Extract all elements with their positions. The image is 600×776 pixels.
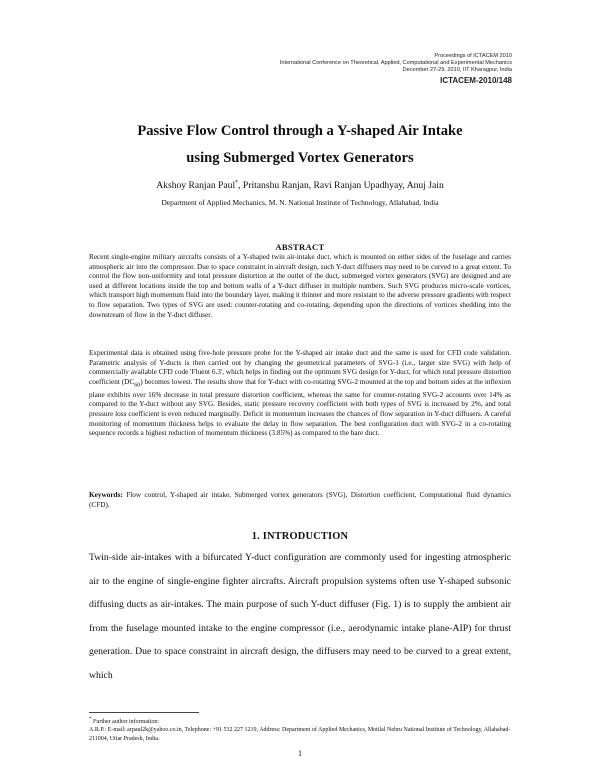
footnote-mark: * [89, 717, 92, 722]
author-list [0, 180, 600, 191]
abstract-paragraph-2-part-b: ) becomes lowest. The results show that for Y-duct with co-rotating SVG-2 mounted at the top and bottom sides at the inflexion plane exhibits over 16% decrease in total pressure distortion coefficient, whereas the same for counter-rotating SVG-2 accounts over 14% as compared to the Y-duct without any SVG. Besides, static pressure recovery coefficient with both types of SVG is increased by 2%, and total pressure loss coefficient is even reduced marginally. Deficit in momentum increases the chances of flow separation in Y-duct diffusers. A careful monitoring of momentum thickness helps to evaluate the delay in flow separation. The best configuration duct with SVG-2 in a co-rotating sequence records a highest reduction of momentum thickness (3.85%) as compared to the bare duct. [89, 377, 511, 438]
other-authors: , Pritanshu Ranjan, Ravi Ranjan Upadhyay, Anuj Jain [238, 180, 444, 192]
footnote-contact: A.R.P.: E-mail: arpaul2k@yahoo.co.in, Telephone: +91 532 227 1219, Address: Department of Applied Mechanics, Motilal Nehru National Institute of Technology, Allahabad-211004, Uttar Pradesh, India. [89, 727, 511, 742]
proceedings-header [280, 53, 512, 86]
abstract-paragraph-2-part-a: Experimental data is obtained using five-hole pressure probe for the Y-shaped air intake duct and the same is used for CFD code validation. Parametric analysis of Y-ducts is then carried out by changing the geometrical parameters of SVG-1 (i.e., larger size SVG) with help of commercially available CFD code 'Fluent 6.3', which helps in finding out the optimum SVG design for Y-duct, for which total pressure distortion coefficient (DC [89, 349, 511, 386]
conference-name: International Conference on Theoretical, Applied, Computational and Experimental Mechanics [279, 60, 512, 67]
footnote-line-1 [89, 716, 511, 726]
keywords-text: Flow control, Y-shaped air intake, Submerged vortex generators (SVG), Distortion coefficient, Computational fluid dynamics (CFD). [89, 491, 511, 509]
introduction-heading: 1. INTRODUCTION [251, 531, 349, 542]
abstract-heading: ABSTRACT [275, 242, 325, 252]
proceedings-title: Proceedings of ICTACEM 2010 [434, 53, 512, 59]
footnote-heading: Further author information: [91, 719, 159, 725]
abstract-paragraph-2 [89, 349, 511, 439]
affiliation: Department of Applied Mechanics, M. N. National Institute of Technology, Allahabad, India [161, 198, 439, 207]
conference-dates: December 27-29, 2010, IIT Kharagpur, India [402, 67, 512, 74]
introduction-body: Twin-side air-intakes with a bifurcated Y-duct configuration are commonly used for ingesting atmospheric air to the engine of single-engine fighter aircrafts. Aircraft propulsion systems often use Y-shaped subsonic diffusing ducts as air-intakes. The main purpose of such Y-duct diffuser (Fig. 1) is to supply the ambient air from the fuselage mounted intake to the engine compressor (i.e., aerodynamic intake plane-AIP) for thrust generation. Due to space constraint in aircraft design, the diffusers may need to be curved to a great extent, which [89, 552, 511, 681]
corresponding-author-mark: * [235, 180, 239, 186]
footnote-rule [89, 712, 199, 713]
first-author: Akshoy Ranjan Paul [156, 180, 236, 192]
paper-title-line-1: Passive Flow Control through a Y-shaped Air Intake [137, 123, 463, 139]
page-number: 1 [298, 749, 302, 758]
footnote [89, 716, 511, 743]
abstract-paragraph-1: Recent single-engine military aircrafts consists of a Y-shaped twin air-intake duct, which is mounted on either sides of the fuselage and carries atmospheric air into the compressor. Due to space constraint in aircraft design, such Y-duct diffusers may need to be curved to a great extent. To control the flow non-uniformity and total pressure distortion at the outlet of the duct, submerged vortex generators (SVG) are designed and are used at different locations inside the top and bottom walls of a Y-duct diffuser in multiple numbers. Such SVG produces micro-scale vortices, which transport high momentum fluid into the boundary layer, making it thinner and more resistant to the adverse pressure gradients with respect to flow separation. Two types of SVG are used: counter-rotating and co-rotating, depending upon the directions of vortices shedding into the downstream of flow in the Y-duct diffuser. [89, 253, 511, 319]
keywords-label: Keywords: [89, 491, 123, 499]
paper-code: ICTACEM-2010/148 [440, 75, 512, 85]
dc-subscript: 60 [134, 382, 141, 389]
paper-title-line-2: using Submerged Vortex Generators [186, 150, 414, 166]
keywords [89, 491, 511, 510]
